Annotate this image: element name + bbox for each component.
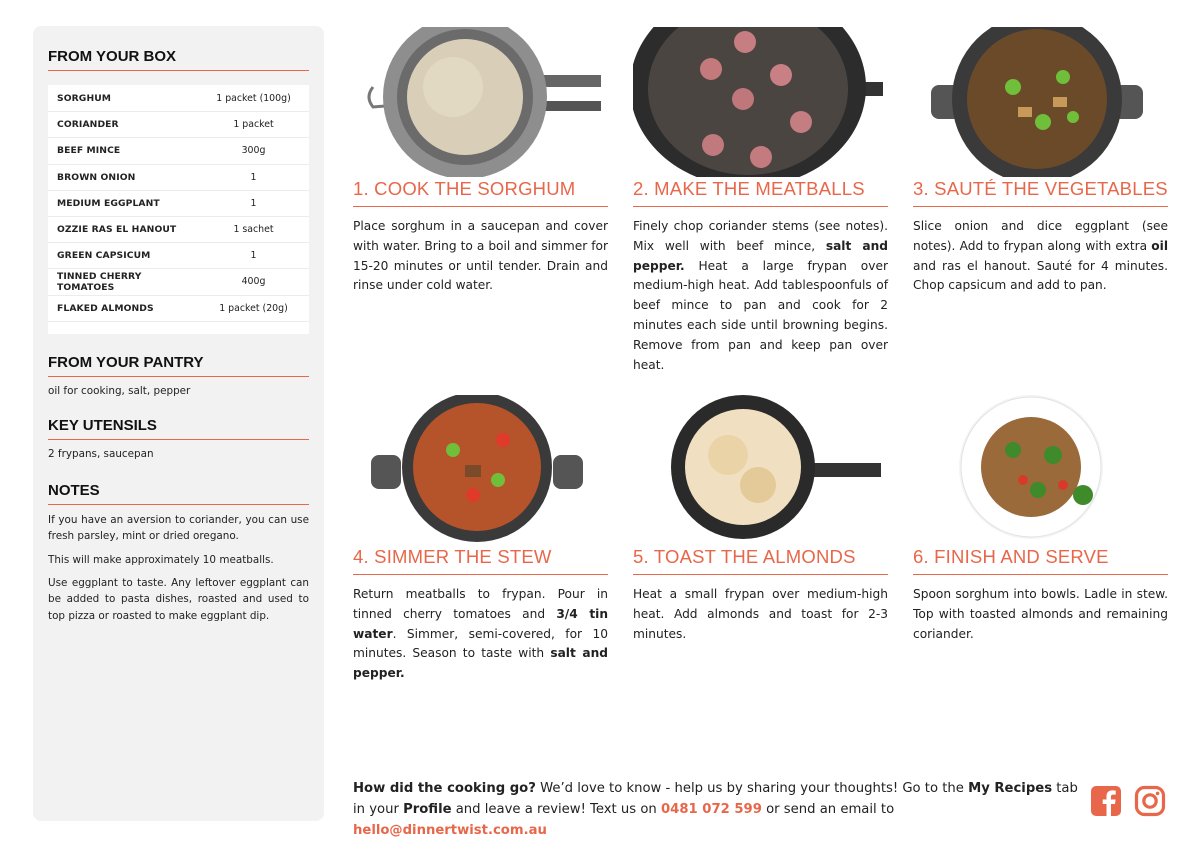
step-text bbox=[913, 217, 1168, 296]
emphasis-text: 3/4 tin water bbox=[353, 606, 609, 641]
ingredient-row bbox=[48, 165, 309, 191]
ingredient-qty: 1 bbox=[250, 250, 257, 262]
ingredient-qty: 1 bbox=[250, 197, 257, 209]
step-5-photo bbox=[633, 394, 888, 546]
pantry-text: oil for cooking, salt, pepper bbox=[48, 384, 191, 397]
step-text bbox=[633, 585, 888, 644]
emphasis-text: salt and pepper. bbox=[633, 238, 888, 273]
text-run: Spoon sorghum into bowls. Ladle in stew. Top with toasted almonds and remaining coriander. bbox=[913, 587, 1168, 641]
emphasis-text: How did the cooking go? bbox=[353, 781, 536, 796]
text-run: tab in your bbox=[353, 781, 1078, 817]
step-1-photo bbox=[353, 26, 608, 178]
ingredient-row bbox=[48, 191, 309, 217]
step-6-photo bbox=[913, 394, 1168, 546]
step-title: 5. TOAST THE ALMONDS bbox=[633, 546, 888, 575]
step-3-photo bbox=[913, 26, 1168, 178]
step-4 bbox=[353, 394, 608, 684]
step-6 bbox=[913, 394, 1168, 644]
sidebar bbox=[33, 26, 324, 821]
ingredient-row bbox=[48, 86, 309, 112]
step-text bbox=[633, 217, 888, 375]
ingredient-name: CORIANDER bbox=[57, 119, 119, 131]
step-5 bbox=[633, 394, 888, 644]
ingredient-qty: 400g bbox=[241, 276, 266, 288]
text-run: and leave a review! Text us on bbox=[451, 802, 661, 817]
ingredient-qty: 1 packet (20g) bbox=[219, 302, 288, 314]
notes-list bbox=[48, 512, 309, 624]
ingredient-row bbox=[48, 296, 309, 322]
step-title: 1. COOK THE SORGHUM bbox=[353, 178, 608, 207]
ingredient-qty: 1 packet (100g) bbox=[216, 93, 291, 105]
text-run: Finely chop coriander stems (see notes). Mix well with beef mince, bbox=[633, 219, 888, 253]
text-run: or send an email to bbox=[761, 802, 895, 817]
emphasis-text: salt and pepper. bbox=[353, 646, 608, 681]
step-text bbox=[353, 585, 608, 684]
ingredient-name: MEDIUM EGGPLANT bbox=[57, 197, 160, 209]
step-2 bbox=[633, 26, 888, 375]
email-link[interactable]: hello@dinnertwist.com.au bbox=[353, 823, 547, 838]
notes-title: NOTES bbox=[48, 482, 309, 505]
text-run: Heat a large frypan over medium-high heat. Add tablespoonfuls of beef mince to pan and cook for 2 minutes each side until browning begins. Remove from pan and keep pan over heat. bbox=[633, 258, 888, 372]
ingredients-table bbox=[48, 85, 309, 334]
emphasis-text: oil bbox=[1151, 238, 1168, 253]
note-item: Use eggplant to taste. Any leftover eggplant can be added to pasta dishes, roasted and used to top pizza or roasted to make eggplant dip. bbox=[48, 576, 309, 622]
step-text bbox=[913, 585, 1168, 644]
text-run: Heat a small frypan over medium-high heat. Add almonds and toast for 2-3 minutes. bbox=[633, 587, 888, 641]
text-run: Slice onion and dice eggplant (see notes). Add to frypan along with extra bbox=[913, 219, 1168, 253]
ingredient-row bbox=[48, 269, 309, 295]
utensils-title: KEY UTENSILS bbox=[48, 417, 309, 440]
instagram-icon[interactable] bbox=[1134, 785, 1166, 817]
text-run: Return meatballs to frypan. Pour in tinned cherry tomatoes and bbox=[353, 587, 608, 621]
ingredient-name: OZZIE RAS EL HANOUT bbox=[57, 224, 177, 236]
ingredient-qty: 1 sachet bbox=[233, 224, 274, 236]
ingredient-row bbox=[48, 243, 309, 269]
note-item: This will make approximately 10 meatballs. bbox=[48, 553, 274, 566]
utensils-text: 2 frypans, saucepan bbox=[48, 448, 154, 461]
social-icons bbox=[1090, 785, 1166, 817]
emphasis-text: Profile bbox=[403, 802, 452, 817]
ingredient-name: TINNED CHERRY TOMATOES bbox=[57, 270, 142, 293]
ingredient-row bbox=[48, 112, 309, 138]
emphasis-text: My Recipes bbox=[968, 781, 1053, 796]
ingredient-name: GREEN CAPSICUM bbox=[57, 250, 151, 262]
step-title: 3. SAUTÉ THE VEGETABLES bbox=[913, 178, 1168, 207]
step-text bbox=[353, 217, 608, 296]
text-run: We’d love to know - help us by sharing your thoughts! Go to the bbox=[535, 781, 969, 796]
step-2-photo bbox=[633, 26, 888, 178]
feedback-text bbox=[353, 778, 1083, 841]
ingredient-qty: 1 bbox=[250, 171, 257, 183]
ingredient-qty: 300g bbox=[241, 145, 266, 157]
step-4-photo bbox=[353, 394, 608, 546]
ingredient-row bbox=[48, 138, 309, 164]
step-3 bbox=[913, 26, 1168, 296]
ingredient-name: BEEF MINCE bbox=[57, 145, 121, 157]
box-title: FROM YOUR BOX bbox=[48, 48, 309, 71]
note-item: If you have an aversion to coriander, you can use fresh parsley, mint or dried oregano. bbox=[48, 513, 309, 543]
phone-link[interactable]: 0481 072 599 bbox=[660, 802, 762, 817]
facebook-icon[interactable] bbox=[1090, 785, 1122, 817]
ingredient-qty: 1 packet bbox=[233, 119, 274, 131]
pantry-title: FROM YOUR PANTRY bbox=[48, 354, 309, 377]
ingredient-name: FLAKED ALMONDS bbox=[57, 302, 154, 314]
ingredient-row bbox=[48, 217, 309, 243]
step-1 bbox=[353, 26, 608, 296]
ingredient-name: BROWN ONION bbox=[57, 171, 136, 183]
text-run: . Simmer, semi-covered, for 10 minutes. Season to taste with bbox=[353, 626, 608, 661]
step-title: 6. FINISH AND SERVE bbox=[913, 546, 1168, 575]
text-run: Place sorghum in a saucepan and cover with water. Bring to a boil and simmer for 15-20 minutes or until tender. Drain and rinse under cold water. bbox=[353, 219, 608, 293]
ingredient-name: SORGHUM bbox=[57, 93, 112, 105]
table-spacer bbox=[48, 322, 309, 334]
step-title: 2. MAKE THE MEATBALLS bbox=[633, 178, 888, 207]
text-run: and ras el hanout. Sauté for 4 minutes. Chop capsicum and add to pan. bbox=[913, 258, 1168, 293]
step-title: 4. SIMMER THE STEW bbox=[353, 546, 608, 575]
